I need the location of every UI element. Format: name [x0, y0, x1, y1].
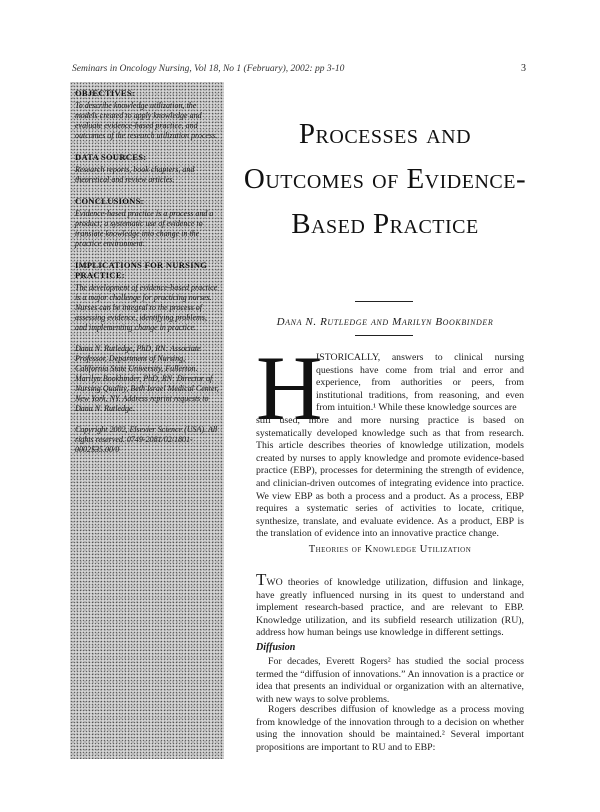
- sidebar-implications: [75, 260, 219, 333]
- sidebar-text: Evidence-based practice is a process and a product; a systematic use of evidence to translate knowledge into change in the practice environment.: [75, 209, 214, 248]
- abstract-sidebar: [70, 82, 224, 759]
- article-title: Processes and Outcomes of Evidence-Based Practice: [243, 118, 527, 240]
- drop-cap: H: [256, 337, 323, 439]
- sidebar-text: The development of evidence-based practice is a major challenge for practicing nurses. Nurses can be integral to the process of assessing evidence, identifying problems, and implementing change in practice.: [75, 283, 218, 332]
- sidebar-data-sources: [75, 152, 219, 185]
- article-authors: Dana N. Rutledge and Marilyn Bookbinder: [276, 316, 494, 328]
- page-number: 3: [521, 63, 526, 74]
- sidebar-heading: IMPLICATIONS FOR NURSING PRACTICE:: [75, 260, 208, 280]
- author-divider: [355, 335, 413, 336]
- sidebar-author-info: [75, 344, 219, 414]
- subsection-heading: Diffusion: [256, 642, 296, 653]
- paragraph-text: WO theories of knowledge utilization, diffusion and linkage, have greatly influenced nursing in its quest to understand and implement research-based practice, and are relevant to EBP. Knowledge utilization, and its subfield research utilization (RU), address how human beings use knowledge in different settings.: [256, 577, 524, 639]
- running-head: Seminars in Oncology Nursing, Vol 18, No 1 (February), 2002: pp 3-10: [72, 64, 345, 74]
- intro-paragraph-start: ISTORICALLY, answers to clinical nursing questions have come from trial and error and experience, from authorities or peers, from institutional traditions, from reasoning, and even from intuition.¹ While these knowledge sources are: [316, 352, 524, 414]
- copyright-notice: Copyright 2002, Elsevier Science (USA). All rights reserved. 0749-2081/02/1801-0002$35.00/0: [75, 425, 218, 454]
- diffusion-paragraph-2: Rogers describes diffusion of knowledge as a process moving from knowledge of the innovation through to a decision on whether using the innovation should be maintained.² Several important propositions are important to RU and to EBP:: [256, 704, 524, 753]
- sidebar-heading: CONCLUSIONS:: [75, 196, 144, 206]
- section-heading: Theories of Knowledge Utilization: [308, 544, 472, 555]
- sidebar-copyright: [75, 425, 219, 455]
- sidebar-objectives: [75, 88, 219, 141]
- author-affiliations: Dana N. Rutledge, PhD, RN: Associate Professor, Department of Nursing, California State University, Fullerton. Marilyn Bookbinder, PhD, RN: Director of Nursing Quality, Beth Israel Medical Center, New York, NY. Address reprint requests to Dana N. Rutledge.: [75, 344, 219, 413]
- sidebar-text: Research reports, book chapters, and theoretical and review articles.: [75, 165, 195, 184]
- sidebar-heading: DATA SOURCES:: [75, 152, 147, 162]
- section-paragraph: [256, 570, 524, 640]
- paragraph-initial: T: [256, 570, 267, 589]
- sidebar-text: To describe knowledge utilization, the models created to apply knowledge and evaluate evidence-based practice, and outcomes of the research utilization process.: [75, 101, 218, 140]
- diffusion-paragraph-1: For decades, Everett Rogers² has studied the social process termed the “diffusion of innovations.” An innovation is a practice or idea that presents an individual or organization with an alternative, with new ways to solve problems.: [256, 656, 524, 705]
- intro-paragraph-continued: still used, more and more nursing practice is based on systematically developed knowledge such as that from research. This article describes theories of knowledge utilization, models created by nurses to apply knowledge and promote evidence-based practice (EBP), processes for determining the strength of evidence, and clinician-driven outcomes of integrating evidence into practice. We view EBP as both a process and a product. As a process, EBP requires a systematic series of activities to locate, critique, synthesize, translate, and evaluate evidence. As a product, EBP is the translation of evidence into an innovative practice change.: [256, 415, 524, 540]
- sidebar-heading: OBJECTIVES:: [75, 88, 135, 98]
- title-divider: [355, 301, 413, 302]
- sidebar-conclusions: [75, 196, 219, 249]
